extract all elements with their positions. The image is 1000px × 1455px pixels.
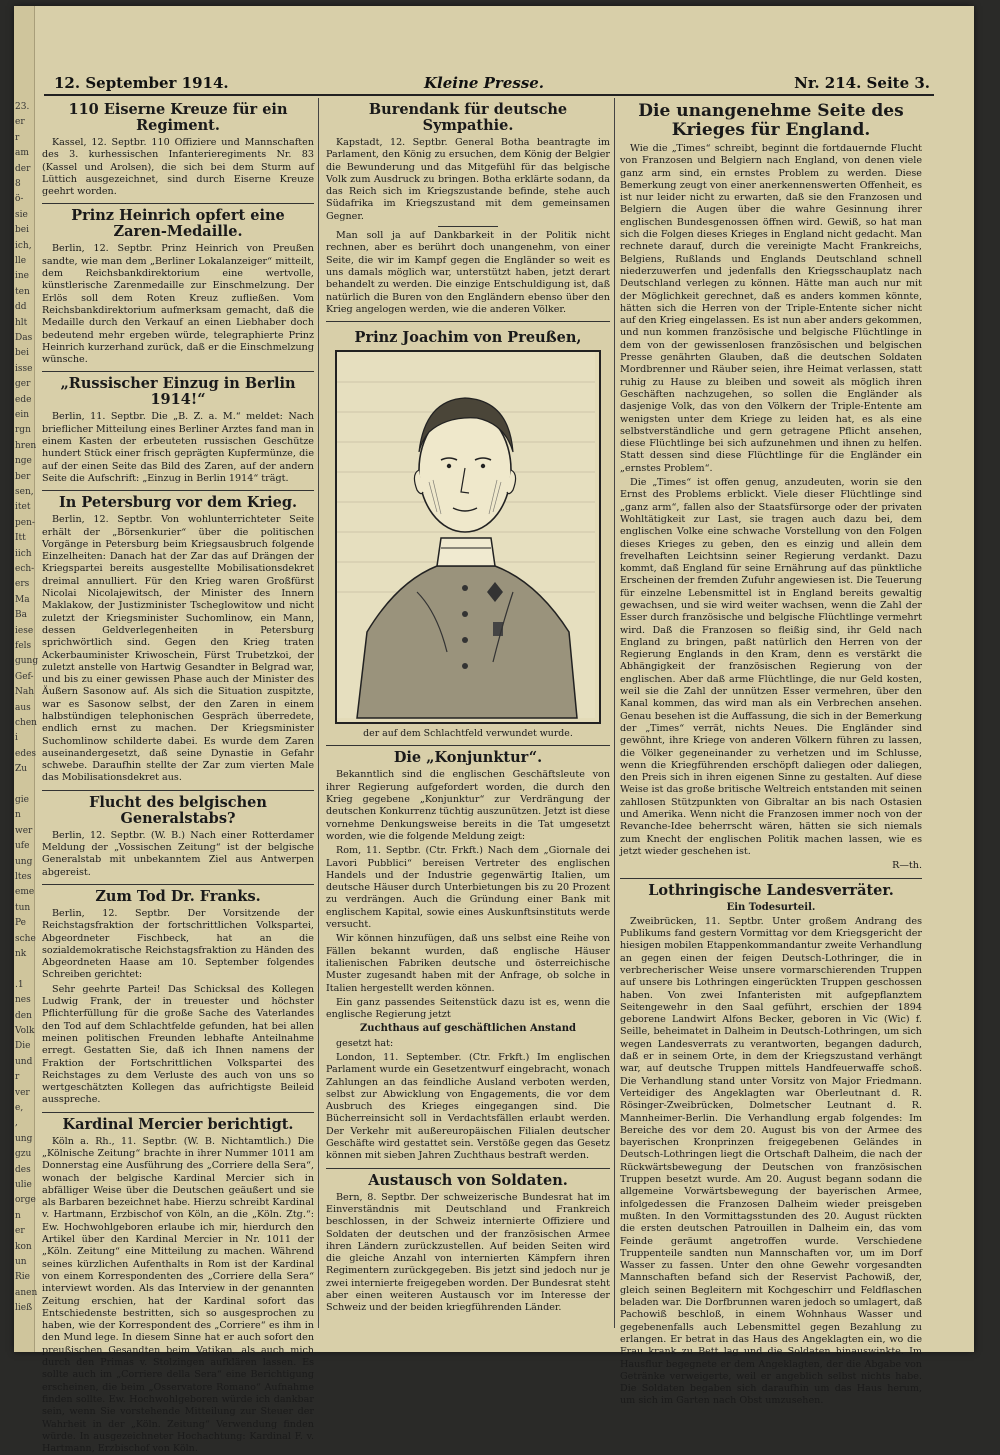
edge-fragment: orge: [15, 1195, 36, 1206]
article-title: Austausch von Soldaten.: [368, 1171, 568, 1189]
edge-fragment: itet: [15, 502, 31, 513]
edge-fragment: ,: [15, 1118, 18, 1129]
edge-fragment: gung: [15, 656, 39, 667]
edge-fragment: r: [15, 1072, 20, 1083]
article-body: Ein ganz passendes Seitenstück dazu ist es, wenn die englische Regierung jetzt: [326, 996, 610, 1021]
article-title: Lothringische Landesverräter.: [648, 881, 894, 899]
edge-fragment: nk: [15, 949, 27, 959]
edge-fragment: Die: [15, 1041, 31, 1052]
divider: [326, 1168, 610, 1169]
edge-fragment: ließ: [15, 1303, 33, 1314]
edge-fragment: sie: [15, 209, 28, 220]
article-body: Kassel, 12. Septbr. 110 Offiziere und Mannschaften des 3. kurhessischen Infanterieregiments Nr. 83 (Kassel und Arolsen), die sich bei dem Sturm auf Lüttich ausgezeichnet, sind durch Eiserne Kreuze geehrt worden.: [42, 137, 314, 198]
article-title: Flucht des belgischen Generalstabs?: [89, 793, 267, 827]
article-petersburg: [42, 495, 314, 785]
article-body: Berlin, 12. Septbr. (W. B.) Nach einer Rotterdamer Meldung der „Vossischen Zeitung“ ist der belgische Generalstab mit unbekanntem Ziel aus Antwerpen abgereist.: [42, 829, 314, 878]
edge-fragment: ö-: [15, 194, 24, 205]
newspaper-page: [14, 6, 974, 1455]
edge-fragment: tun: [15, 902, 31, 913]
article-landesverraeter: [620, 883, 922, 1408]
edge-fragment: ech-: [15, 564, 35, 574]
article-signature: R—th.: [892, 860, 922, 872]
edge-fragment: Gef-: [15, 671, 34, 682]
article-prinz-heinrich: [42, 208, 314, 366]
article-eiserne-kreuze: [42, 102, 314, 198]
article-body: Rom, 11. Septbr. (Ctr. Frkft.) Nach dem „Giornale dei Lavori Pubblici“ bereisen Vertreter des englischen Handels und der Industrie gegenwärtig Italien, um deutsche Häuser durch Unterbietungen bis zu 20 Prozent zu verdrängen. Auch die Gründung einer Bank mit englischem Kapital, sowie eines Auskunftsinstituts werde versucht.: [326, 845, 610, 931]
article-austausch-soldaten: [326, 1173, 610, 1315]
article-body: Berlin, 12. Septbr. Von wohlunterrichteter Seite erhält der „Börsenkurier“ über die politischen Vorgänge in Petersburg beim Kriegsausbruch folgende Einzelheiten: Danach hat der Zar das auf Drängen der Kriegspartei bereits ausgestellte Mobilisationsdekret dreimal annulliert. Für den Krieg waren Großfürst Nicolai Nicolajewitsch, der Minister des Innern Maklakow, der Justizminister Tscheglowitow und nicht zuletzt der Kriegsminister Suchomlinow, ein Mann, dessen Geldverlegenheiten in Petersburg sprichwörtlich sind. Gegen den Krieg traten Ackerbauminister Kriwoschein, Fürst Trubetzkoi, der zuletzt anstelle von Hartwig Gesandter in Belgrad war, und bis zu einer gewissen Phase auch der Minister des Äußern Sasonow auf. Als sich die Situation zuspitzte, war es Sasonow selbst, der den Zaren in einem halbstündigen telephonischen Gespräch überredete, endlich ernst zu machen. Der Kriegsminister Suchomlinow schilderte dabei. Es wurde dem Zaren auseinandergesetzt, daß seine Dynastie in Gefahr schwebe. Daraufhin stellte der Zar zum vierten Male das Mobilisationsdekret aus.: [42, 514, 314, 784]
column-3: [620, 98, 922, 1407]
edge-fragment: bei: [15, 225, 29, 236]
edge-fragment: 8: [15, 179, 21, 189]
article-body: London, 11. September. (Ctr. Frkft.) Im englischen Parlament wurde ein Gesetzentwurf eingebracht, wonach Zahlungen an das feindliche Ausland verboten werden, selbst zur Abwicklung von Engagements, die vor dem Ausbruch des Krieges eingegangen sind. Die Bücherreinsicht soll in Verdachtsfällen erlaubt werden. Der Verkehr mit außereuropäischen Filialen deutscher Geschäfte wird gestattet sein. Verstöße gegen das Gesetz können mit sieben Jahren Zuchthaus bestraft werden.: [326, 1051, 610, 1162]
edge-fragment: ers: [15, 579, 30, 590]
edge-fragment: n: [15, 1210, 21, 1221]
edge-fragment: der: [15, 163, 31, 174]
portrait-drawing: [337, 352, 595, 718]
edge-fragment: e,: [15, 1103, 24, 1113]
edge-fragment: ich,: [15, 240, 32, 251]
edge-fragment: hlt: [15, 317, 28, 328]
edge-fragment: am: [15, 148, 29, 159]
edge-fragment: ber: [15, 471, 31, 482]
column-rule-1: [318, 98, 319, 1328]
masthead-issue: Nr. 214. Seite 3.: [794, 74, 930, 92]
edge-fragment: Nah: [15, 687, 35, 698]
article-russischer-einzug: [42, 376, 314, 485]
edge-fragment: ung: [15, 1133, 33, 1144]
article-title: In Petersburg vor dem Krieg.: [58, 494, 298, 512]
edge-fragment: aus: [15, 702, 31, 713]
edge-fragment: er: [15, 117, 25, 128]
masthead: [44, 72, 934, 96]
edge-fragment: nes: [15, 995, 31, 1006]
edge-fragment: ufe: [15, 841, 30, 852]
divider: [42, 1112, 314, 1113]
masthead-date: 12. September 1914.: [54, 74, 229, 92]
edge-fragment: Volk: [15, 1026, 35, 1036]
article-body: Sehr geehrte Partei! Das Schicksal des Kollegen Ludwig Frank, der in treuester und höchster Pflichterfüllung für die große Sache des Vaterlandes den Tod auf dem Schlachtfelde gefunden, hat bei allen meinen politischen Freunden lebhafte Anteilnahme erregt. Gestatten Sie, daß ich Ihnen namens der Fraktion der Fortschrittlichen Volkspartei des Reichstages zu dem Verluste des auch von uns so wertgeschätzten Kollegen das aufrichtigste Beileid ausspreche.: [42, 983, 314, 1106]
masthead-paper-name: Kleine Presse.: [424, 74, 545, 92]
divider: [620, 878, 922, 879]
edge-fragment: gie: [15, 795, 29, 805]
edge-fragment: Pe: [15, 918, 26, 929]
edge-fragment: Ba: [15, 610, 27, 621]
article-title: Zum Tod Dr. Franks.: [95, 887, 261, 905]
edge-fragment: er: [15, 1226, 25, 1237]
article-body: Wir können hinzufügen, daß uns selbst eine Reihe von Fällen bekannt wurden, daß englische Häuser italienischen Fabriken deutsche und österreichische Muster zugesandt haben mit der Anfrage, ob solche in Italien hergestellt werden können.: [326, 933, 610, 994]
article-body: Berlin, 12. Septbr. Der Vorsitzende der Reichstagsfraktion der fortschrittlichen Volkspartei, Abgeordneter Fischbeck, hat an die sozialdemokratische Reichstagsfraktion zu Händen des Abgeordneten Haase am 10. September folgendes Schreiben gerichtet:: [42, 907, 314, 981]
article-title: 110 Eiserne Kreuze für ein Regiment.: [68, 101, 288, 134]
edge-fragment: ulie: [15, 1180, 32, 1190]
article-title: Die unangenehme Seite des Krieges für England.: [638, 101, 904, 140]
edge-fragment: den: [15, 1010, 32, 1021]
edge-fragment: nge: [15, 456, 32, 467]
edge-fragment: i: [15, 733, 18, 744]
edge-fragment: anen: [15, 1287, 38, 1298]
edge-fragment: r: [15, 132, 20, 143]
article-title: Die „Konjunktur“.: [393, 749, 543, 767]
article-subtitle: Ein Todesurteil.: [726, 901, 816, 913]
edge-fragment: Das: [15, 333, 33, 343]
edge-fragment: fels: [15, 641, 32, 651]
edge-fragment: und: [15, 1056, 33, 1067]
divider: [42, 790, 314, 791]
edge-fragment: sche: [15, 933, 36, 944]
edge-fragment: un: [15, 1257, 27, 1267]
divider: [326, 321, 610, 322]
column-1: [42, 98, 314, 1455]
edge-fragment: isse: [15, 363, 33, 374]
article-body: Bekanntlich sind die englischen Geschäftsleute von ihrer Regierung aufgefordert worden, die durch den Krieg gegebene „Konjunktur“ zur Verdrängung der deutschen Konkurrenz tüchtig auszunützen. Jetzt ist diese vornehme Denkungsweise bereits in die Tat umgesetzt worden, wie die folgende Meldung zeigt:: [326, 769, 610, 842]
edge-fragment: ede: [15, 394, 32, 405]
edge-fragment: iich: [15, 548, 32, 559]
edge-fragment: kon: [15, 1241, 32, 1252]
article-tod-frank: [42, 889, 314, 1107]
edge-fragment: ine: [15, 271, 30, 282]
article-generalstab: [42, 795, 314, 879]
article-body: Man soll ja auf Dankbarkeit in der Politik nicht rechnen, aber es berührt doch unangenehm, von einer Seite, die wir im Kampf gegen die Engländer so weit es uns damals möglich war, unterstützt haben, jetzt derart behandelt zu werden. Die einzige Entschuldigung ist, daß natürlich die Buren von den Engländern ebenso über den Krieg angelogen werden, wie die anderen Völker.: [326, 230, 610, 315]
edge-fragment: sen,: [15, 487, 34, 497]
article-body: gesetzt hat:: [336, 1037, 394, 1049]
portrait-block: [326, 330, 610, 740]
portrait-title: Prinz Joachim von Preußen,: [354, 329, 582, 347]
short-divider: [438, 226, 498, 227]
edge-fragment: 23.: [15, 102, 30, 112]
article-title: Kardinal Mercier berichtigt.: [62, 1115, 294, 1133]
edge-fragment: wer: [15, 825, 33, 836]
edge-fragment: hren: [15, 440, 37, 451]
article-subheading: Zuchthaus auf geschäftlichen Anstand: [359, 1023, 577, 1035]
edge-fragment: ger: [15, 379, 31, 390]
portrait-caption: der auf dem Schlachtfeld verwundet wurde.: [363, 728, 573, 740]
divider: [42, 490, 314, 491]
edge-fragment: bei: [15, 348, 29, 359]
edge-fragment: edes: [15, 748, 37, 759]
edge-fragment: ver: [15, 1087, 30, 1098]
article-konjunktur: [326, 750, 610, 1162]
divider: [42, 884, 314, 885]
edge-fragment: ltes: [15, 872, 32, 882]
article-body: Wie die „Times“ schreibt, beginnt die fortdauernde Flucht von Franzosen und Belgiern nach England, von denen viele ganz arm sind, ein ernstes Problem zu werden. Diese Bemerkung zeugt von einer anerkennenswerten Offenheit, es ist nur leider nicht zu erwarten, daß sie den Franzosen und Belgiern die Augen über die wahre Gesinnung ihrer englischen Bundesgenossen öffnen wird. Gewiß, so hat man sich die Folgen dieses Krieges in England nicht gedacht. Man rechnete darauf, durch die vereinigte Macht Frankreichs, Belgiens, Rußlands und Englands Deutschland schnell niederzuwerfen und jedenfalls den Kriegsschauplatz nach Deutschland verlegen zu können. Hätte man auch nur mit der Möglichkeit gerechnet, daß es anders kommen könnte, hätten sich die Herren von der Triple-Entente sicher nicht auf den Krieg eingelassen. Es ist nun aber anders gekommen, und nun kommen französische und belgische Flüchtlinge in dem von der gewissenlosen französischen und belgischen Presse genährten Glauben, daß die deutschen Soldaten Mordbrenner und Räuber seien, ihre Heimat verlassen, statt ruhig zu Hause zu bleiben und soweit als möglich ihren Geschäften nachzugehen, so sollen die Engländer als dasjenige Volk, das von den Völkern der Triple-Entente am wenigsten unter dem Kriege zu leiden hat, es als eine selbstverständliche und gern getragene Pflicht ansehen, diese Flüchtlinge bei sich aufzunehmen und ihnen zu helfen. Statt dessen sind diese Flüchtlinge für die Engländer ein „ernstes Problem“.: [620, 143, 922, 474]
article-kardinal-mercier: [42, 1117, 314, 1455]
article-body: Berlin, 12. Septbr. Prinz Heinrich von Preußen sandte, wie man dem „Berliner Lokalanzeiger“ mitteilt, dem Reichsbankdirektorium eine wertvolle, künstlerische Zarenmedaille zur Einschmelzung. Der Erlös soll dem Roten Kreuz zufließen. Vom Reichsbankdirektorium aufmerksam gemacht, daß die Medaille durch den Verkauf an einen Liebhaber doch bedeutend mehr ergeben würde, telegraphierte Prinz Heinrich kurzerhand zurück, daß er die Einschmelzung wünsche.: [42, 243, 314, 366]
divider: [42, 203, 314, 204]
edge-fragment: Ma: [15, 594, 30, 605]
edge-fragment: ten: [15, 286, 30, 297]
divider: [42, 371, 314, 372]
edge-fragment: Zu: [15, 764, 28, 775]
edge-fragment: chen: [15, 718, 37, 728]
article-body: Köln a. Rh., 11. Septbr. (W. B. Nichtamtlich.) Die „Kölnische Zeitung“ brachte in ihrer Nummer 1011 am Donnerstag eine Ausführung des „Corriere della Sera“, wonach der belgische Kardinal Mercier sich in abfälliger Weise über die Deutschen geäußert und sie als Barbaren bezeichnet habe. Hierzu schreibt Kardinal v. Hartmann, Erzbischof von Köln, an die „Köln. Ztg.“: Ew. Hochwohlgeboren erlaube ich mir, hierdurch den Artikel über den Kardinal Mercier in Nr. 1011 der „Köln. Zeitung“ eine Mitteilung zu machen. Während seines kürzlichen Aufenthalts in Rom ist der Kardinal von einem Korrespondenten des „Corriere della Sera“ interviewt worden. Als das Interview in der genannten Zeitung erschien, hat der Kardinal sofort das Entschiedenste bestritten, sich so ausgesprochen zu haben, wie der Korrespondent des „Corriere“ es ihm in den Mund lege. In diesem Sinne hat er auch sofort den preußischen Gesandten beim Vatikan, als auch mich durch den Primas v. Stolzingen aufklären lassen. Es sollte auch im „Corriere della Sera“ eine Berichtigung erscheinen, die beim „Osservatore Romano“ Aufnahme finden sollte. Ew. Hochwohlgeboren würde ich dankbar sein, wenn Sie vorstehende Mitteilung zur Steuer der Wahrheit in der „Köln. Zeitung“ Verwendung finden würde. In ausgezeichneter Hochachtung: Kardinal F. v. Hartmann, Erzbischof von Köln.: [42, 1135, 314, 1455]
edge-fragment: n: [15, 810, 21, 821]
column-2: [326, 98, 610, 1334]
edge-fragment: iese: [15, 625, 34, 636]
article-body: Zweibrücken, 11. Septbr. Unter großem Andrang des Publikums fand gestern Vormittag vor dem Kriegsgericht der hiesigen mobilen Etappenkommandantur zweite Verhandlung an gegen einen der feigen Deutsch-Lothringer, die in verbrecherischer Weise unsere vormarschierenden Truppen auf unsere bis Lothringen eingerückten Truppen geschossen haben. Von zwei Infanteristen mit aufgepflanztem Seitengewehr in den Saal geführt, erschien der 1894 geborene Landwirt Alfons Becker, geboren in Vic (Wic) f. Seille, beheimatet in Dalheim in Deutsch-Lothringen, um sich wegen Landesverrats zu verantworten, begangen dadurch, daß er in seinem Orte, in dem der Kriegszustand verhängt war, auf deutsche Truppen mittels Handfeuerwaffe schoß. Die Verhandlung stand unter Vorsitz von Major Friedmann. Verteidiger des Angeklagten war Oberleutnant d. R. Rösinger-Zweibrücken, Dolmetscher Leutnant d. R. Mannheimer-Berlin. Die Verhandlung ergab folgendes: Im Bereiche des vor dem 20. August bis von der Armee des bayerischen Kronprinzen freigegebenen Geländes in Deutsch-Lothringen liegt die Ortschaft Dalheim, die nach der Rückwärtsbewegung der Deutschen von französischen Truppen besetzt wurde. Am 20. August begann sodann die allgemeine Vorwärtsbewegung der bayerischen Armee, infolgedessen die Franzosen Dalheim wieder preisgeben mußten. In den Vormittagsstunden des 20. August rückten die ersten deutschen Patrouillen in Dalheim ein, das vom Feinde geräumt angetroffen wurde. Verschiedene Truppenteile sandten nun Mannschaften vor, um im Dorf Wasser zu fassen. Unter den ohne Gewehr vorgesandten Mannschaften befand sich der Reservist Pachowiß, der, gleich seinen Begleitern mit Kochgeschirr und Feldflaschen beladen war. Die Dorfbrunnen waren jedoch so umlagert, daß Pachowiß beschloß, in einem Wohnhaus Wasser und gegebenenfalls auch Lebensmittel gegen Bezahlung zu erlangen. Er betrat in das Haus des Angeklagten ein, wo die Frau krank zu Bett lag und die Soldaten hinauswinkte. Im Hausflur begegnete er dem Angeklagten, der die Abgabe von Getränke verweigerte, weil er angeblich selbst nichts habe. Die Soldaten begaben sich daraufhin um das Haus herum, um sich im Garten nach Obst umzusehen.: [620, 915, 922, 1407]
edge-fragment: ein: [15, 410, 30, 420]
article-title: „Russischer Einzug in Berlin 1914!“: [60, 375, 296, 409]
article-burendank: [326, 102, 610, 316]
article-body: Bern, 8. Septbr. Der schweizerische Bundesrat hat im Einverständnis mit Deutschland und Frankreich beschlossen, in der Schweiz internierte Offiziere und Soldaten der deutschen und der französischen Armee ihren Ländern zurückzustellen. Auf beiden Seiten wird die gleiche Anzahl von internierten Kämpfern ihren Regimentern zurückgegeben. Bis jetzt sind jedoch nur je zwei internierte freigegeben worden. Der Bundesrat steht aber einen weiteren Austausch vor im Interesse der Schweiz und der beiden kriegführenden Länder.: [326, 1191, 610, 1314]
article-title: Burendank für deutsche Sympathie.: [368, 101, 568, 134]
article-body: Die „Times“ ist offen genug, anzudeuten, worin sie den Ernst des Problems erblickt. Viele dieser Flüchtlinge sind „ganz arm“, fallen also der Staatsfürsorge oder der privaten Wohltätigkeit zur Last, sie tragen auch dazu bei, dem englischen Volke eine schwache Vorstellung von den Folgen dieses Krieges zu geben, den es einzig und allein dem frevelhaften Leichtsinn seiner Regierung verdankt. Dazu kommt, daß England für seine Ernährung auf das pünktliche Erscheinen der fremden Zufuhr angewiesen ist. Die Teuerung für einzelne Lebensmittel ist in England bereits gewaltig gewachsen, und sie wird weiter wachsen, wenn die Zahl der Esser durch französische und belgische Flüchtlinge vermehrt wird. Daß die Franzosen so fleißig sind, ihr Geld nach England zu bringen, paßt natürlich den Herren von der Regierung Englands in den Kram, denn es verstärkt die Abhängigkeit der französischen Regierung von der englischen. Aber daß arme Flüchtlinge, die nur Geld kosten, weil sie die Zahl der unnützen Esser vermehren, über den Kanal kommen, das wird man als ein Verbrechen ansehen. Genau besehen ist die Auffassung, die sich in der Bemerkung der „Times“ verrät, nichts Neues. Die Engländer sind gewöhnt, ihre Kriege von anderen Völkern führen zu lassen, die Völker gegeneinander zu verhetzen und im Schlusse, wenn die Kriegführenden erschöpft daliegen oder daliegen, den Preis sich in ihren eigenen Sinne zu gestalten. Auf diese Weise ist das große britische Weltreich entstanden mit seinen zahllosen Stützpunkten von Gibraltar an bis nach Ostasien und Amerika. Wenn nicht die Franzosen immer noch von der Revanche-Idee beherrscht wären, hätten sie sich niemals zum Knecht der englischen Politik machen lassen, wie es jetzt wieder geschehen ist.: [620, 477, 922, 857]
edge-fragment: Rie: [15, 1272, 30, 1283]
article-body: Kapstadt, 12. Septbr. General Botha beantragte im Parlament, den König zu ersuchen, dem König der Belgier die Bewunderung und das Mitgefühl für das belgische Volk zum Ausdruck zu bringen. Botha erklärte sodann, da das Reich sich im Kriegszustande befinde, stehe auch Südafrika im Kriegszustand mit dem gemeinsamen Gegner.: [326, 137, 610, 222]
edge-fragment: rgn: [15, 425, 31, 436]
edge-fragment: des: [15, 1164, 31, 1175]
column-rule-2: [614, 98, 615, 1328]
article-body: Berlin, 11. Septbr. Die „B. Z. a. M.“ meldet: Nach brieflicher Mitteilung eines Berliner Arztes fand man in einem Kasten der erbeuteten russischen Geschütze hundert Stück einer frisch geprägten Kupfermünze, die auf der einen Seite das Bild des Zaren, auf der andern Seite die Aufschrift: „Einzug in Berlin 1914“ trägt.: [42, 411, 314, 484]
previous-page-edge: [14, 6, 39, 1352]
edge-fragment: Itt: [15, 533, 26, 544]
portrait-illustration: [335, 350, 601, 724]
divider: [326, 745, 610, 746]
edge-fragment: eme: [15, 887, 35, 898]
article-title: Prinz Heinrich opfert eine Zaren-Medaille.: [71, 207, 285, 241]
edge-fragment: .1: [15, 979, 24, 990]
edge-fragment: lle: [15, 256, 27, 266]
edge-fragment: gzu: [15, 1149, 32, 1160]
edge-fragment: dd: [15, 302, 27, 313]
edge-fragment: pen-: [15, 517, 35, 528]
edge-fragment: ung: [15, 856, 33, 867]
article-unangenehme-seite: [620, 102, 922, 873]
